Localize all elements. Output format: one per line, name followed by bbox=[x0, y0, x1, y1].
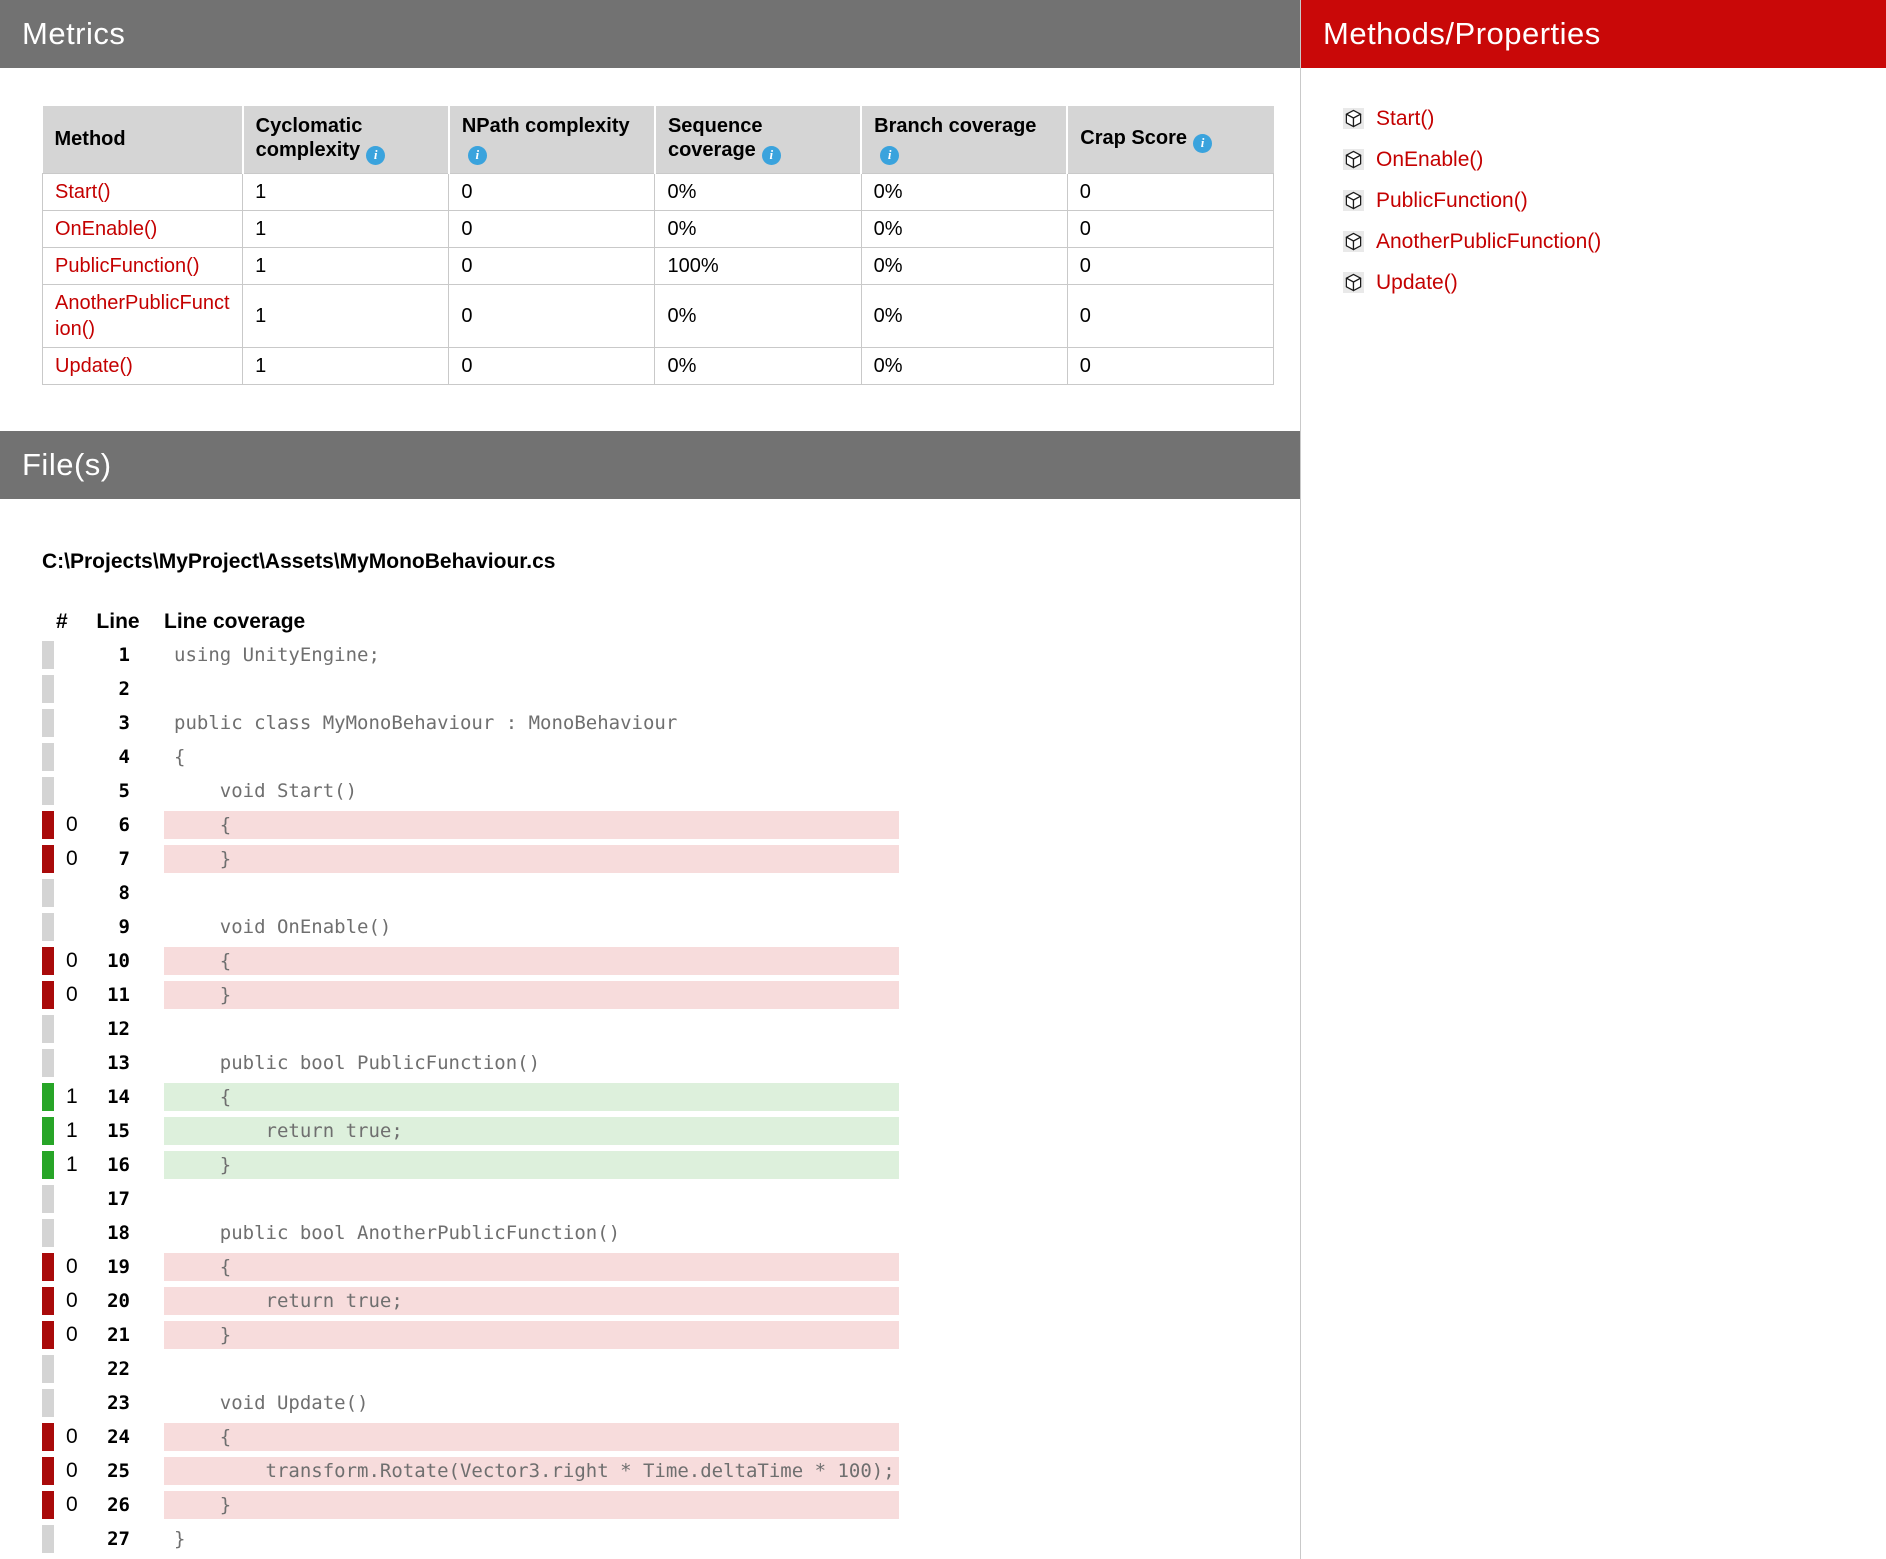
code-line-row bbox=[42, 1185, 1300, 1213]
line-status-indicator bbox=[42, 675, 54, 703]
metrics-table-header-row bbox=[43, 106, 1274, 173]
metric-value-cell: 0 bbox=[449, 247, 655, 284]
metrics-column-header-5 bbox=[1067, 106, 1273, 173]
code-line-row bbox=[42, 1457, 1300, 1485]
code-line-row bbox=[42, 1219, 1300, 1247]
line-status-indicator bbox=[42, 743, 54, 771]
metric-value-cell: 0 bbox=[449, 173, 655, 210]
metrics-title: Metrics bbox=[22, 16, 126, 51]
metrics-column-header-2 bbox=[449, 106, 655, 173]
line-hit-count: 1 bbox=[66, 1084, 78, 1108]
line-number: 15 bbox=[107, 1119, 130, 1142]
metric-value-cell: 0% bbox=[861, 173, 1067, 210]
method-list-item[interactable] bbox=[1343, 190, 1876, 211]
code-text: { bbox=[174, 745, 186, 768]
metrics-table-row bbox=[43, 284, 1274, 347]
line-number: 2 bbox=[118, 677, 130, 700]
code-line-row bbox=[42, 1423, 1300, 1451]
metric-value-cell: 0% bbox=[655, 210, 861, 247]
right-column bbox=[1300, 0, 1886, 1559]
metric-value-cell: 0% bbox=[861, 210, 1067, 247]
code-text: void OnEnable() bbox=[174, 915, 392, 938]
coverage-col-line: Line bbox=[96, 609, 140, 633]
code-line-row bbox=[42, 879, 1300, 907]
line-status-indicator bbox=[42, 1151, 54, 1179]
line-number: 20 bbox=[107, 1289, 130, 1312]
line-hit-count: 0 bbox=[66, 812, 78, 836]
line-status-indicator bbox=[42, 641, 54, 669]
line-status-indicator bbox=[42, 1287, 54, 1315]
method-cell bbox=[43, 247, 243, 284]
line-number: 21 bbox=[107, 1323, 130, 1346]
metric-value-cell: 1 bbox=[243, 284, 449, 347]
metric-value-cell: 1 bbox=[243, 347, 449, 384]
line-number: 4 bbox=[118, 745, 130, 768]
code-line-row bbox=[42, 811, 1300, 839]
cube-icon bbox=[1343, 231, 1364, 252]
line-number: 16 bbox=[107, 1153, 130, 1176]
metric-value-cell: 0 bbox=[1067, 210, 1273, 247]
method-link[interactable]: PublicFunction() bbox=[55, 254, 200, 277]
metric-value-cell: 0 bbox=[1067, 347, 1273, 384]
code-text: } bbox=[164, 845, 899, 873]
metrics-column-header-1 bbox=[243, 106, 449, 173]
line-status-indicator bbox=[42, 811, 54, 839]
line-status-indicator bbox=[42, 845, 54, 873]
code-line-row bbox=[42, 1015, 1300, 1043]
line-status-indicator bbox=[42, 1015, 54, 1043]
code-text: return true; bbox=[164, 1287, 899, 1315]
metric-value-cell: 1 bbox=[243, 247, 449, 284]
coverage-col-hash: # bbox=[56, 609, 68, 633]
line-status-indicator bbox=[42, 1117, 54, 1145]
line-hit-count: 0 bbox=[66, 1254, 78, 1278]
code-line-row bbox=[42, 709, 1300, 737]
code-line-row bbox=[42, 1049, 1300, 1077]
method-list-item[interactable] bbox=[1343, 108, 1876, 129]
line-number: 8 bbox=[118, 881, 130, 904]
code-line-row bbox=[42, 845, 1300, 873]
line-number: 26 bbox=[107, 1493, 130, 1516]
metric-value-cell: 0% bbox=[861, 347, 1067, 384]
code-text: } bbox=[164, 1491, 899, 1519]
code-line-row bbox=[42, 913, 1300, 941]
line-hit-count: 0 bbox=[66, 1458, 78, 1482]
line-number: 7 bbox=[118, 847, 130, 870]
code-text: return true; bbox=[164, 1117, 899, 1145]
line-number: 27 bbox=[107, 1527, 130, 1550]
code-text: { bbox=[164, 1083, 899, 1111]
metric-value-cell: 0 bbox=[449, 347, 655, 384]
line-status-indicator bbox=[42, 1049, 54, 1077]
line-hit-count: 0 bbox=[66, 1322, 78, 1346]
method-list-link[interactable]: OnEnable() bbox=[1376, 148, 1484, 171]
column-label: Sequence coverage bbox=[667, 115, 763, 161]
line-number: 11 bbox=[107, 983, 130, 1006]
line-status-indicator bbox=[42, 1219, 54, 1247]
code-line-row bbox=[42, 947, 1300, 975]
method-list-link[interactable]: Start() bbox=[1376, 107, 1435, 130]
code-text: { bbox=[164, 947, 899, 975]
metric-value-cell: 0% bbox=[655, 347, 861, 384]
code-text: } bbox=[174, 1527, 186, 1550]
metric-value-cell: 0 bbox=[1067, 173, 1273, 210]
files-title: File(s) bbox=[22, 446, 112, 482]
cube-icon bbox=[1343, 149, 1364, 170]
column-label: Cyclomatic complexity bbox=[255, 115, 363, 161]
coverage-lines bbox=[42, 641, 1300, 1553]
line-status-indicator bbox=[42, 1457, 54, 1485]
line-number: 18 bbox=[107, 1221, 130, 1244]
code-text: using UnityEngine; bbox=[174, 643, 380, 666]
code-line-row bbox=[42, 1253, 1300, 1281]
coverage-table-header bbox=[42, 609, 1300, 635]
metrics-table bbox=[42, 106, 1274, 385]
metrics-section-body bbox=[0, 68, 1300, 431]
metrics-column-header-method bbox=[43, 106, 243, 173]
line-number: 1 bbox=[118, 643, 130, 666]
line-number: 9 bbox=[118, 915, 130, 938]
code-text: { bbox=[164, 1253, 899, 1281]
method-list-link[interactable]: AnotherPublicFunction() bbox=[1376, 230, 1602, 253]
code-line-row bbox=[42, 1151, 1300, 1179]
code-text: } bbox=[164, 1151, 899, 1179]
code-line-row bbox=[42, 641, 1300, 669]
metric-value-cell: 100% bbox=[655, 247, 861, 284]
metrics-column-header-3 bbox=[655, 106, 861, 173]
code-line-row bbox=[42, 981, 1300, 1009]
metric-value-cell: 0% bbox=[655, 284, 861, 347]
cube-icon bbox=[1343, 272, 1364, 293]
method-cell bbox=[43, 173, 243, 210]
line-status-indicator bbox=[42, 1355, 54, 1383]
line-number: 17 bbox=[107, 1187, 130, 1210]
line-number: 19 bbox=[107, 1255, 130, 1278]
metric-value-cell: 0 bbox=[449, 284, 655, 347]
line-number: 10 bbox=[107, 949, 130, 972]
code-text: public bool PublicFunction() bbox=[174, 1051, 541, 1074]
info-icon[interactable]: i bbox=[366, 146, 385, 165]
files-section-header bbox=[0, 431, 1300, 499]
info-icon[interactable]: i bbox=[468, 146, 487, 165]
line-status-indicator bbox=[42, 1423, 54, 1451]
file-path: C:\Projects\MyProject\Assets\MyMonoBehaviour.cs bbox=[42, 549, 556, 573]
info-icon[interactable]: i bbox=[1193, 134, 1212, 153]
code-line-row bbox=[42, 1525, 1300, 1553]
code-text: public bool AnotherPublicFunction() bbox=[174, 1221, 621, 1244]
line-hit-count: 0 bbox=[66, 1424, 78, 1448]
code-line-row bbox=[42, 743, 1300, 771]
code-line-row bbox=[42, 1083, 1300, 1111]
column-label: Branch coverage bbox=[874, 115, 1037, 137]
method-link[interactable]: Update() bbox=[55, 354, 133, 377]
line-status-indicator bbox=[42, 1491, 54, 1519]
metrics-table-row bbox=[43, 210, 1274, 247]
line-status-indicator bbox=[42, 709, 54, 737]
metric-value-cell: 0% bbox=[655, 173, 861, 210]
line-hit-count: 0 bbox=[66, 948, 78, 972]
method-list-item[interactable] bbox=[1343, 149, 1876, 170]
line-number: 23 bbox=[107, 1391, 130, 1414]
metric-value-cell: 0% bbox=[861, 284, 1067, 347]
method-link[interactable]: Start() bbox=[55, 180, 111, 203]
line-number: 25 bbox=[107, 1459, 130, 1482]
line-hit-count: 0 bbox=[66, 846, 78, 870]
line-hit-count: 0 bbox=[66, 1288, 78, 1312]
line-status-indicator bbox=[42, 1253, 54, 1281]
line-number: 12 bbox=[107, 1017, 130, 1040]
line-number: 5 bbox=[118, 779, 130, 802]
code-line-row bbox=[42, 675, 1300, 703]
code-line-row bbox=[42, 1117, 1300, 1145]
line-status-indicator bbox=[42, 1083, 54, 1111]
column-label: Method bbox=[54, 128, 126, 151]
code-line-row bbox=[42, 1389, 1300, 1417]
metric-value-cell: 1 bbox=[243, 173, 449, 210]
line-hit-count: 0 bbox=[66, 1492, 78, 1516]
column-label: NPath complexity bbox=[461, 115, 630, 137]
line-status-indicator bbox=[42, 1185, 54, 1213]
line-status-indicator bbox=[42, 947, 54, 975]
metrics-section-header bbox=[0, 0, 1300, 68]
cube-icon bbox=[1343, 108, 1364, 129]
line-status-indicator bbox=[42, 777, 54, 805]
line-status-indicator bbox=[42, 879, 54, 907]
line-status-indicator bbox=[42, 981, 54, 1009]
metrics-table-row bbox=[43, 347, 1274, 384]
metric-value-cell: 0 bbox=[1067, 284, 1273, 347]
code-text: void Start() bbox=[174, 779, 358, 802]
code-line-row bbox=[42, 1321, 1300, 1349]
line-number: 22 bbox=[107, 1357, 130, 1380]
line-hit-count: 1 bbox=[66, 1118, 78, 1142]
code-text: } bbox=[164, 981, 899, 1009]
info-icon[interactable]: i bbox=[762, 146, 781, 165]
method-link[interactable]: OnEnable() bbox=[55, 217, 158, 240]
method-list-item[interactable] bbox=[1343, 272, 1876, 293]
metric-value-cell: 1 bbox=[243, 210, 449, 247]
line-number: 3 bbox=[118, 711, 130, 734]
column-label: Crap Score bbox=[1080, 127, 1187, 149]
line-status-indicator bbox=[42, 1321, 54, 1349]
methods-section-header bbox=[1301, 0, 1886, 68]
cube-icon bbox=[1343, 190, 1364, 211]
metrics-table-row bbox=[43, 247, 1274, 284]
metric-value-cell: 0% bbox=[861, 247, 1067, 284]
code-text: public class MyMonoBehaviour : MonoBehaviour bbox=[174, 711, 678, 734]
coverage-col-coverage: Line coverage bbox=[164, 609, 306, 633]
method-list-link[interactable]: Update() bbox=[1376, 271, 1458, 294]
line-number: 14 bbox=[107, 1085, 130, 1108]
info-icon[interactable]: i bbox=[880, 146, 899, 165]
metrics-table-row bbox=[43, 173, 1274, 210]
methods-list bbox=[1301, 68, 1886, 313]
method-cell bbox=[43, 347, 243, 384]
line-number: 13 bbox=[107, 1051, 130, 1074]
code-line-row bbox=[42, 777, 1300, 805]
line-status-indicator bbox=[42, 1389, 54, 1417]
line-number: 24 bbox=[107, 1425, 130, 1448]
line-status-indicator bbox=[42, 1525, 54, 1553]
code-text: { bbox=[164, 811, 899, 839]
metrics-column-header-4 bbox=[861, 106, 1067, 173]
method-link[interactable]: AnotherPublicFunction() bbox=[55, 291, 230, 340]
method-list-link[interactable]: PublicFunction() bbox=[1376, 189, 1528, 212]
code-text: void Update() bbox=[174, 1391, 369, 1414]
method-cell bbox=[43, 210, 243, 247]
line-number: 6 bbox=[118, 813, 130, 836]
code-text: transform.Rotate(Vector3.right * Time.deltaTime * 100); bbox=[164, 1457, 899, 1485]
method-list-item[interactable] bbox=[1343, 231, 1876, 252]
methods-title: Methods/Properties bbox=[1323, 16, 1601, 51]
method-cell bbox=[43, 284, 243, 347]
code-text: } bbox=[164, 1321, 899, 1349]
metric-value-cell: 0 bbox=[1067, 247, 1273, 284]
line-hit-count: 1 bbox=[66, 1152, 78, 1176]
code-line-row bbox=[42, 1287, 1300, 1315]
code-line-row bbox=[42, 1491, 1300, 1519]
metric-value-cell: 0 bbox=[449, 210, 655, 247]
line-status-indicator bbox=[42, 913, 54, 941]
files-section-body bbox=[0, 499, 1300, 1559]
code-text: { bbox=[164, 1423, 899, 1451]
code-line-row bbox=[42, 1355, 1300, 1383]
line-hit-count: 0 bbox=[66, 982, 78, 1006]
